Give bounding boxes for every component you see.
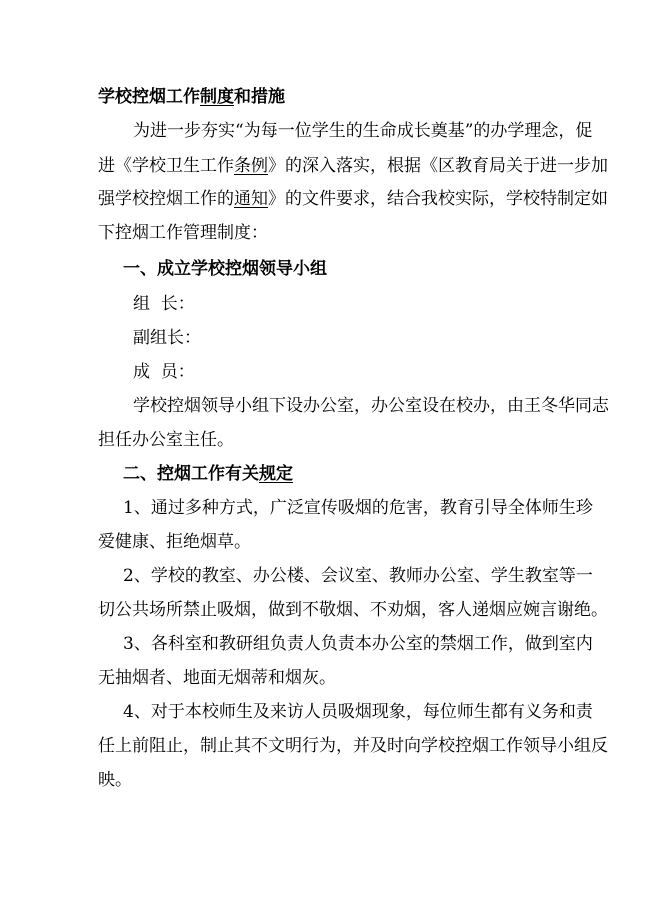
item2-line-2: 切公共场所禁止吸烟，做到不敬烟、不劝烟，客人递烟应婉言谢绝。 <box>98 600 608 620</box>
intro-line-2-b: 》的深入落实，根据《区教育局关于进一步加 <box>268 156 608 176</box>
item4-line-3: 映。 <box>98 770 132 790</box>
title-text-3: 和措施 <box>234 87 285 107</box>
title-text-underlined: 制度 <box>200 87 234 107</box>
intro-line-3-underlined: 通知 <box>234 189 268 209</box>
item3-line-1: 3、各科室和教研组负责人负责本办公室的禁烟工作，做到室内 <box>123 634 593 654</box>
office-line-1: 学校控烟领导小组下设办公室，办公室设在校办，由王冬华同志 <box>133 396 609 416</box>
intro-line-3 <box>98 188 608 210</box>
leader-label: 组 长： <box>133 294 195 314</box>
members-label: 成 员： <box>133 362 195 382</box>
intro-line-1: 为进一步夯实“为每一位学生的生命成长奠基”的办学理念，促 <box>133 121 593 141</box>
item1-line-1: 1、通过多种方式，广泛宣传吸烟的危害，教育引导全体师生珍 <box>123 498 593 518</box>
item2-line-1: 2、学校的教室、办公楼、会议室、教师办公室、学生教室等一 <box>123 566 593 586</box>
office-line-2: 担任办公室主任。 <box>98 430 234 450</box>
intro-line-3-b: 》的文件要求，结合我校实际，学校特制定如 <box>268 189 608 209</box>
section2-heading-a: 二、控烟工作有关 <box>123 464 259 484</box>
section1-heading: 一、成立学校控烟领导小组 <box>123 259 327 279</box>
intro-line-3-a: 强学校控烟工作的 <box>98 189 234 209</box>
item3-line-2: 无抽烟者、地面无烟蒂和烟灰。 <box>98 668 336 688</box>
section2-heading-underlined: 规定 <box>259 464 293 484</box>
intro-line-2 <box>98 155 608 177</box>
section2-heading <box>123 463 293 485</box>
intro-line-4: 下控烟工作管理制度： <box>98 223 268 243</box>
title-text-1: 学校控烟工作 <box>98 87 200 107</box>
item4-line-1: 4、对于本校师生及来访人员吸烟现象，每位师生都有义务和责 <box>123 702 593 722</box>
intro-line-2-a: 进《学校卫生工作 <box>98 156 234 176</box>
intro-line-2-underlined: 条例 <box>234 156 268 176</box>
item1-line-2: 爱健康、拒绝烟草。 <box>98 532 251 552</box>
document-title <box>98 86 285 108</box>
item4-line-2: 任上前阻止，制止其不文明行为，并及时向学校控烟工作领导小组反 <box>98 736 608 756</box>
deputy-label: 副组长： <box>133 328 201 348</box>
